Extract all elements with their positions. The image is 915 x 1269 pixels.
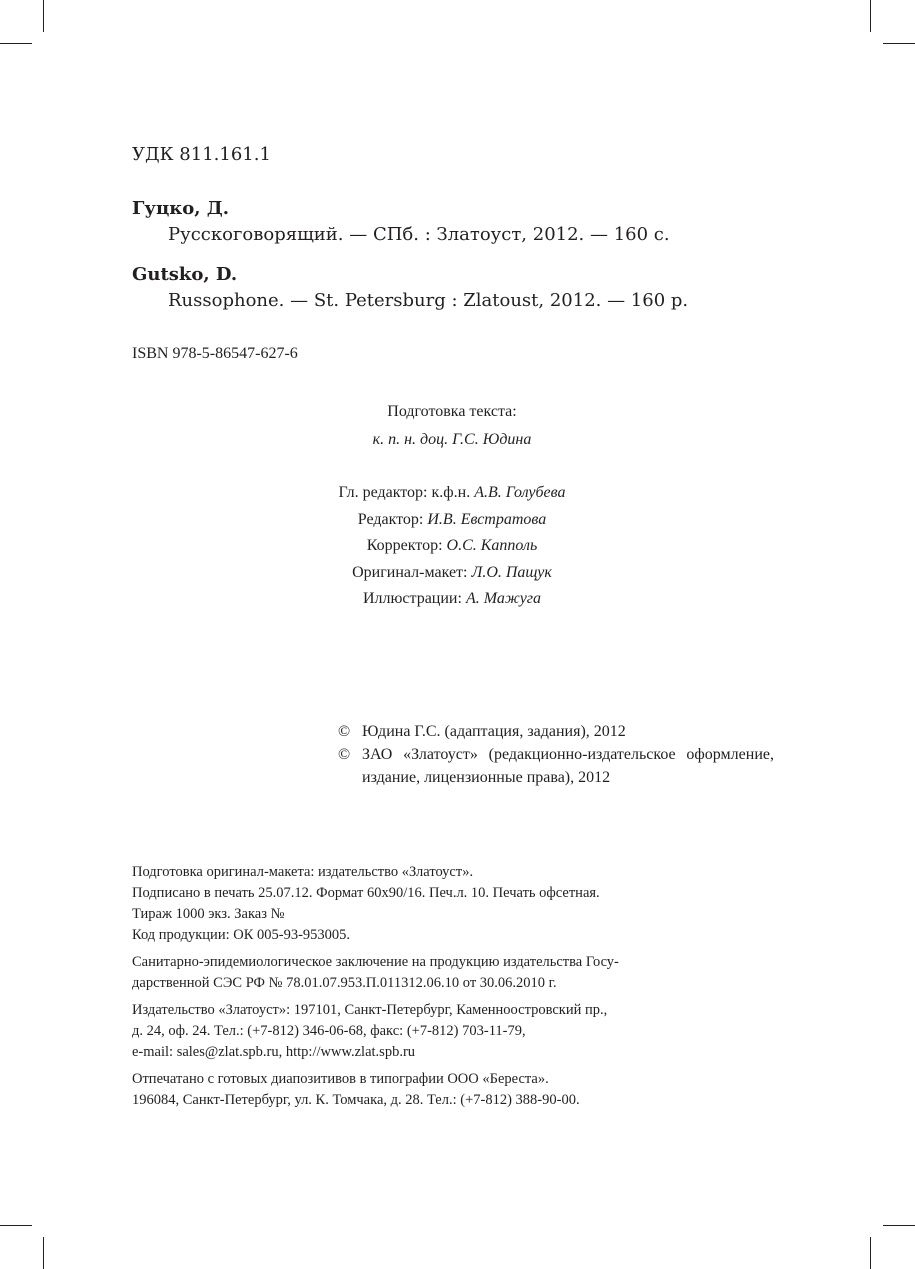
credit-line <box>132 560 772 587</box>
copyright-symbol: © <box>338 723 351 740</box>
crop-mark-right-bottom <box>883 1225 915 1226</box>
imprint-production <box>132 862 772 946</box>
bibliographic-description-russian: Русскоговорящий. — СПб. : Златоуст, 2012. — 160 с. <box>168 224 670 245</box>
imprint-line: Подписано в печать 25.07.12. Формат 60x90/16. Печ.л. 10. Печать офсетная. <box>132 885 600 901</box>
credit-role: Корректор: <box>366 537 443 554</box>
crop-mark-top-right <box>870 0 871 32</box>
credit-line <box>132 533 772 560</box>
imprint-line: e-mail: sales@zlat.spb.ru, http://www.zlat.spb.ru <box>132 1044 416 1060</box>
crop-mark-left-top <box>0 43 32 44</box>
copyright-block <box>338 720 774 789</box>
credit-name: А. Мажуга <box>465 590 542 607</box>
imprint-publisher <box>132 1000 772 1063</box>
credit-line <box>132 586 772 613</box>
credits-list <box>132 480 772 613</box>
crop-mark-bottom-left <box>43 1237 44 1269</box>
crop-mark-bottom-right <box>870 1237 871 1269</box>
isbn: ISBN 978-5-86547-627-6 <box>132 345 298 362</box>
credit-name: Л.О. Пащук <box>471 563 552 581</box>
imprint-sanitary <box>132 952 772 994</box>
text-preparation <box>132 398 772 454</box>
imprint-block <box>132 862 772 1117</box>
author-russian: Гуцко, Д. <box>132 198 230 219</box>
text-preparation-label: Подготовка текста: <box>387 403 517 420</box>
imprint-line: Санитарно-эпидемиологическое заключение на продукцию издательства Госу- <box>132 954 619 970</box>
imprint-line: дарственной СЭС РФ № 78.01.07.953.П.011312.06.10 от 30.06.2010 г. <box>132 975 557 991</box>
udk-code: УДК 811.161.1 <box>132 144 271 165</box>
author-english: Gutsko, D. <box>132 264 238 285</box>
imprint-printer <box>132 1069 772 1111</box>
copyright-symbol: © <box>338 746 351 763</box>
imprint-line: д. 24, оф. 24. Тел.: (+7-812) 346-06-68, факс: (+7-812) 703-11-79, <box>132 1023 526 1039</box>
imprint-line: Подготовка оригинал-макета: издательство «Златоуст». <box>132 864 474 880</box>
crop-mark-top-left <box>43 0 44 32</box>
credit-line <box>132 480 772 507</box>
credit-role: Оригинал-макет: <box>352 563 468 581</box>
credit-role: Редактор: <box>357 510 424 528</box>
text-preparation-name: к. п. н. доц. Г.С. Юдина <box>372 431 532 448</box>
crop-mark-left-bottom <box>0 1225 32 1226</box>
credit-role: Иллюстрации: <box>362 590 462 607</box>
copyright-text: ЗАО «Златоуст» (редакционно-издательское оформление, издание, лицензионные права), 2012 <box>362 746 774 786</box>
imprint-line: Отпечатано с готовых диапозитивов в типографии ООО «Береста». <box>132 1071 549 1087</box>
imprint-line: 196084, Санкт-Петербург, ул. К. Томчака, д. 28. Тел.: (+7-812) 388-90-00. <box>132 1092 580 1108</box>
copyright-item <box>338 720 774 743</box>
imprint-line: Издательство «Златоуст»: 197101, Санкт-Петербург, Каменноостровский пр., <box>132 1002 608 1018</box>
imprint-line: Код продукции: ОК 005-93-953005. <box>132 927 351 943</box>
credit-name: А.В. Голубева <box>474 484 566 501</box>
copyright-text: Юдина Г.С. (адаптация, задания), 2012 <box>362 723 626 740</box>
crop-mark-right-top <box>883 43 915 44</box>
credit-line <box>132 507 772 534</box>
copyright-item <box>338 743 774 789</box>
bibliographic-description-english: Russophone. — St. Petersburg : Zlatoust, 2012. — 160 p. <box>168 290 689 311</box>
credit-role: Гл. редактор: к.ф.н. <box>338 484 471 501</box>
imprint-line: Тираж 1000 экз. Заказ № <box>132 906 285 922</box>
credit-name: О.С. Капполь <box>446 537 538 554</box>
credit-name: И.В. Евстратова <box>427 510 547 528</box>
